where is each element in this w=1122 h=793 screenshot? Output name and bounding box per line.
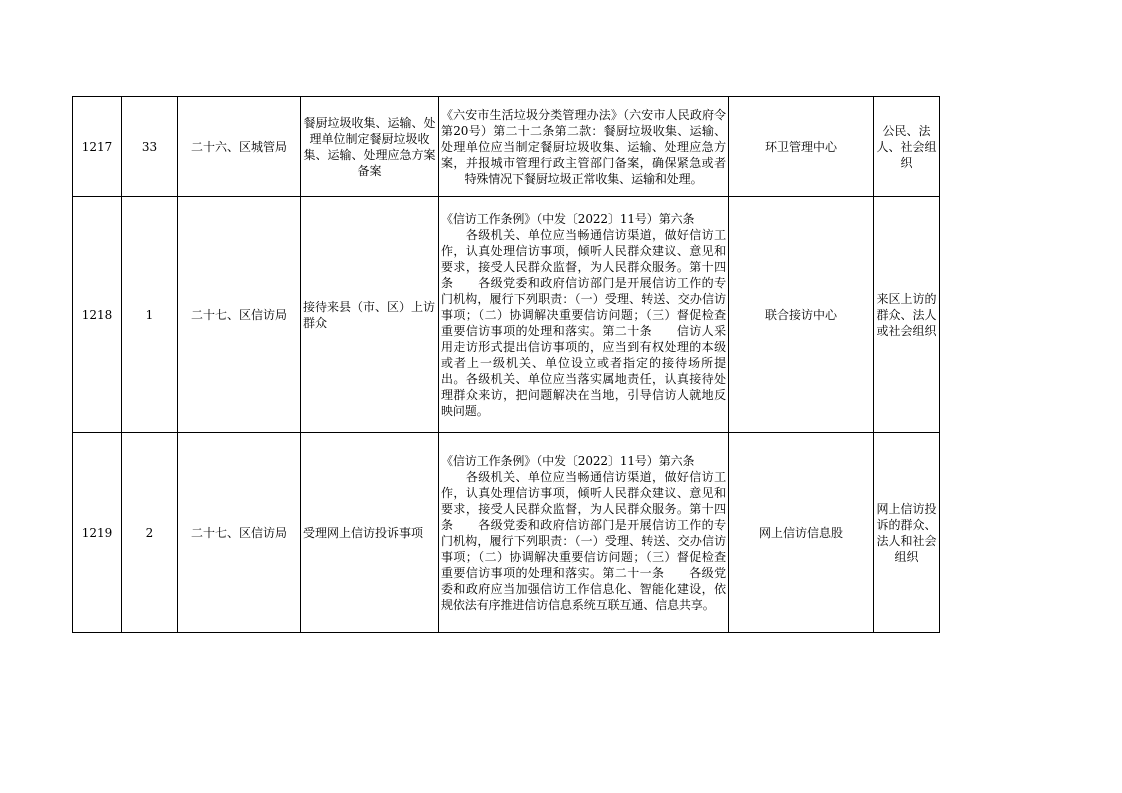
table-row (73, 97, 940, 197)
item-cell: 受理网上信访投诉事项 (301, 433, 439, 633)
department-cell: 二十六、区城管局 (178, 97, 301, 197)
basis-cell (439, 97, 729, 197)
department-cell: 二十七、区信访局 (178, 197, 301, 433)
sub-number-cell: 33 (122, 97, 178, 197)
basis-text: 《信访工作条例》（中发〔2022〕11号）第六条 各级机关、单位应当畅通信访渠道，做好信访工作，认真处理信访事项，倾听人民群众建议、意见和要求，接受人民群众监督，为人民群众服务。第十四条 各级党委和政府信访部门是开展信访工作的专门机构，履行下列职责：（一）受理、转送、交办信访事项；（二）协调解决重要信访问题；（三）督促检查重要信访事项的处理和落实。第二十一条 各级党委和政府应当加强信访工作信息化、智能化建设，依规依法有序推进信访信息系统互联互通、信息共享。 (441, 453, 726, 612)
unit-cell: 网上信访信息股 (729, 433, 874, 633)
basis-cell (439, 197, 729, 433)
sub-number-cell: 1 (122, 197, 178, 433)
item-cell: 接待来县（市、区）上访群众 (301, 197, 439, 433)
unit-cell: 联合接访中心 (729, 197, 874, 433)
seq-cell: 1218 (73, 197, 122, 433)
basis-cell (439, 433, 729, 633)
basis-text: 《信访工作条例》（中发〔2022〕11号）第六条 各级机关、单位应当畅通信访渠道，做好信访工作，认真处理信访事项，倾听人民群众建议、意见和要求，接受人民群众监督，为人民群众服务。第十四条 各级党委和政府信访部门是开展信访工作的专门机构，履行下列职责：（一）受理、转送、交办信访事项；（二）协调解决重要信访问题；（三）督促检查重要信访事项的处理和落实。第二十条 信访人采用走访形式提出信访事项的，应当到有权处理的本级或者上一级机关、单位设立或者指定的接待场所提出。各级机关、单位应当落实属地责任，认真接待处理群众来访，把问题解决在当地，引导信访人就地反映问题。 (441, 211, 726, 418)
table-row (73, 433, 940, 633)
item-cell: 餐厨垃圾收集、运输、处理单位制定餐厨垃圾收集、运输、处理应急方案备案 (301, 97, 439, 197)
target-cell: 来区上访的群众、法人或社会组织 (874, 197, 940, 433)
responsibility-table (72, 96, 940, 633)
unit-cell: 环卫管理中心 (729, 97, 874, 197)
table-row (73, 197, 940, 433)
target-cell: 公民、法人、社会组织 (874, 97, 940, 197)
target-cell: 网上信访投诉的群众、法人和社会组织 (874, 433, 940, 633)
department-cell: 二十七、区信访局 (178, 433, 301, 633)
seq-cell: 1217 (73, 97, 122, 197)
basis-text: 《六安市生活垃圾分类管理办法》（六安市人民政府令第20号）第二十二条第二款：餐厨垃圾收集、运输、处理单位应当制定餐厨垃圾收集、运输、处理应急方案，并报城市管理行政主管部门备案，确保紧急或者特殊情况下餐厨垃圾正常收集、运输和处理。 (441, 107, 726, 186)
sub-number-cell: 2 (122, 433, 178, 633)
seq-cell: 1219 (73, 433, 122, 633)
